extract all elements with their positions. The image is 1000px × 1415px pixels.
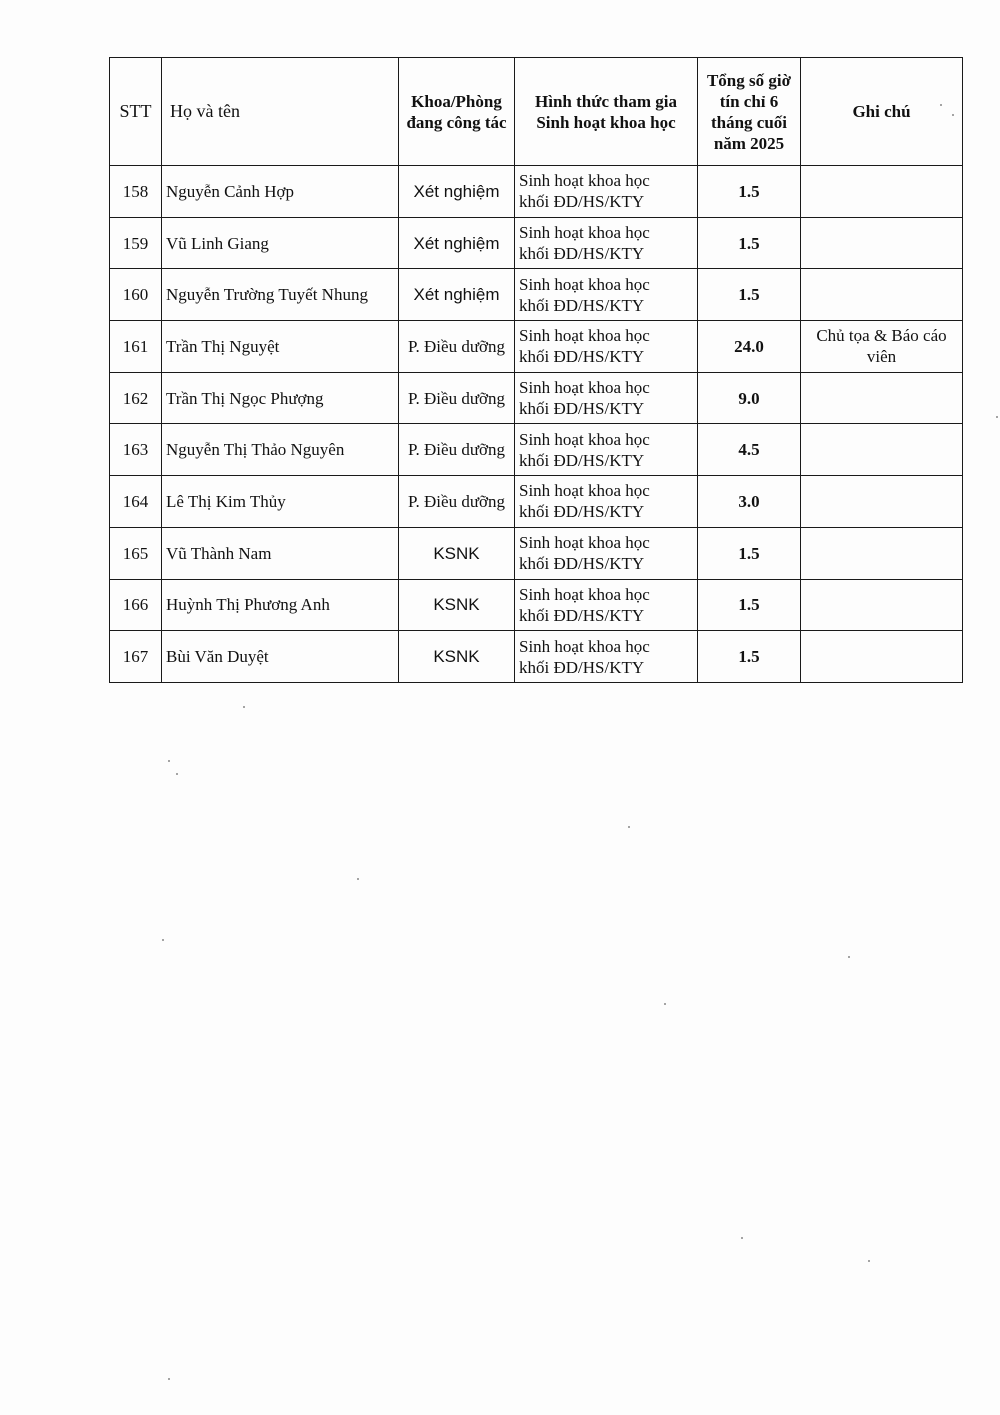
cell-note <box>801 269 963 321</box>
cell-name: Bùi Văn Duyệt <box>162 631 399 683</box>
scan-speck <box>952 114 954 116</box>
cell-note <box>801 217 963 269</box>
scan-speck <box>848 956 850 958</box>
cell-stt: 159 <box>110 217 162 269</box>
form-line-1: Sinh hoạt khoa học <box>519 326 650 346</box>
cell-credit-hours: 1.5 <box>698 269 801 321</box>
cell-name: Lê Thị Kim Thủy <box>162 476 399 528</box>
cell-department: P. Điều dưỡng <box>399 476 515 528</box>
form-line-1: Sinh hoạt khoa học <box>519 171 650 191</box>
cell-stt: 161 <box>110 321 162 373</box>
cell-credit-hours: 1.5 <box>698 217 801 269</box>
scan-speck <box>996 416 998 418</box>
form-line-2: khối ĐD/HS/KTY <box>519 657 645 677</box>
cell-participation-form <box>515 372 698 424</box>
cell-credit-hours: 1.5 <box>698 631 801 683</box>
cell-stt: 167 <box>110 631 162 683</box>
scan-speck <box>664 1003 666 1005</box>
scan-speck <box>868 1260 870 1262</box>
scan-speck <box>940 104 942 106</box>
cell-department: KSNK <box>399 527 515 579</box>
cell-participation-form <box>515 579 698 631</box>
cell-stt: 162 <box>110 372 162 424</box>
cell-note <box>801 424 963 476</box>
cell-note <box>801 166 963 218</box>
cell-credit-hours: 4.5 <box>698 424 801 476</box>
table-row-165 <box>110 527 963 579</box>
cell-participation-form <box>515 269 698 321</box>
table-row-166 <box>110 579 963 631</box>
cell-name: Trần Thị Nguyệt <box>162 321 399 373</box>
scan-speck <box>168 1378 170 1380</box>
cell-stt: 165 <box>110 527 162 579</box>
scan-speck <box>357 878 359 880</box>
credit-hours-table <box>109 57 963 683</box>
scan-speck <box>162 939 164 941</box>
cell-credit-hours: 9.0 <box>698 372 801 424</box>
header-name: Họ và tên <box>162 58 399 166</box>
cell-participation-form <box>515 631 698 683</box>
cell-credit-hours: 1.5 <box>698 166 801 218</box>
cell-note <box>801 476 963 528</box>
cell-department: Xét nghiệm <box>399 166 515 218</box>
cell-stt: 163 <box>110 424 162 476</box>
cell-participation-form <box>515 424 698 476</box>
cell-credit-hours: 3.0 <box>698 476 801 528</box>
form-line-2: khối ĐD/HS/KTY <box>519 502 645 522</box>
header-note: Ghi chú <box>801 58 963 166</box>
form-line-2: khối ĐD/HS/KTY <box>519 244 645 264</box>
cell-participation-form <box>515 166 698 218</box>
form-line-1: Sinh hoạt khoa học <box>519 378 650 398</box>
form-line-1: Sinh hoạt khoa học <box>519 429 650 449</box>
cell-name: Nguyễn Thị Thảo Nguyên <box>162 424 399 476</box>
form-line-2: khối ĐD/HS/KTY <box>519 295 645 315</box>
scan-speck <box>243 706 245 708</box>
header-department: Khoa/Phòng đang công tác <box>399 58 515 166</box>
table-row-167 <box>110 631 963 683</box>
form-line-2: khối ĐD/HS/KTY <box>519 347 645 367</box>
form-line-2: khối ĐD/HS/KTY <box>519 192 645 212</box>
cell-name: Nguyễn Cảnh Hợp <box>162 166 399 218</box>
cell-participation-form <box>515 321 698 373</box>
cell-department: P. Điều dưỡng <box>399 372 515 424</box>
form-line-1: Sinh hoạt khoa học <box>519 636 650 656</box>
form-line-1: Sinh hoạt khoa học <box>519 223 650 243</box>
form-line-1: Sinh hoạt khoa học <box>519 274 650 294</box>
header-total-credit-hours: Tổng số giờ tín chỉ 6 tháng cuối năm 2025 <box>698 58 801 166</box>
cell-participation-form <box>515 527 698 579</box>
cell-note <box>801 579 963 631</box>
cell-name: Vũ Linh Giang <box>162 217 399 269</box>
cell-department: P. Điều dưỡng <box>399 321 515 373</box>
cell-name: Nguyễn Trường Tuyết Nhung <box>162 269 399 321</box>
form-line-2: khối ĐD/HS/KTY <box>519 450 645 470</box>
cell-name: Trần Thị Ngọc Phượng <box>162 372 399 424</box>
scan-speck <box>741 1237 743 1239</box>
scan-speck <box>168 760 170 762</box>
cell-name: Vũ Thành Nam <box>162 527 399 579</box>
table-row-159 <box>110 217 963 269</box>
form-line-1: Sinh hoạt khoa học <box>519 533 650 553</box>
cell-credit-hours: 24.0 <box>698 321 801 373</box>
table-row-162 <box>110 372 963 424</box>
cell-participation-form <box>515 217 698 269</box>
cell-note: Chủ tọa & Báo cáo viên <box>801 321 963 373</box>
cell-stt: 158 <box>110 166 162 218</box>
cell-department: KSNK <box>399 631 515 683</box>
table-row-164 <box>110 476 963 528</box>
cell-department: Xét nghiệm <box>399 217 515 269</box>
form-line-1: Sinh hoạt khoa học <box>519 584 650 604</box>
cell-credit-hours: 1.5 <box>698 527 801 579</box>
cell-note <box>801 527 963 579</box>
form-line-2: khối ĐD/HS/KTY <box>519 605 645 625</box>
table-header <box>110 58 963 166</box>
cell-participation-form <box>515 476 698 528</box>
cell-note <box>801 631 963 683</box>
form-line-2: khối ĐD/HS/KTY <box>519 399 645 419</box>
header-participation-form: Hình thức tham gia Sinh hoạt khoa học <box>515 58 698 166</box>
scan-speck <box>628 826 630 828</box>
cell-note <box>801 372 963 424</box>
header-stt: STT <box>110 58 162 166</box>
form-line-2: khối ĐD/HS/KTY <box>519 554 645 574</box>
cell-name: Huỳnh Thị Phương Anh <box>162 579 399 631</box>
table-row-161 <box>110 321 963 373</box>
cell-department: P. Điều dưỡng <box>399 424 515 476</box>
cell-stt: 160 <box>110 269 162 321</box>
table-row-160 <box>110 269 963 321</box>
table-body <box>110 166 963 683</box>
form-line-1: Sinh hoạt khoa học <box>519 481 650 501</box>
scan-speck <box>176 773 178 775</box>
table-row-163 <box>110 424 963 476</box>
table-row-158 <box>110 166 963 218</box>
cell-department: Xét nghiệm <box>399 269 515 321</box>
cell-stt: 164 <box>110 476 162 528</box>
cell-department: KSNK <box>399 579 515 631</box>
cell-credit-hours: 1.5 <box>698 579 801 631</box>
cell-stt: 166 <box>110 579 162 631</box>
